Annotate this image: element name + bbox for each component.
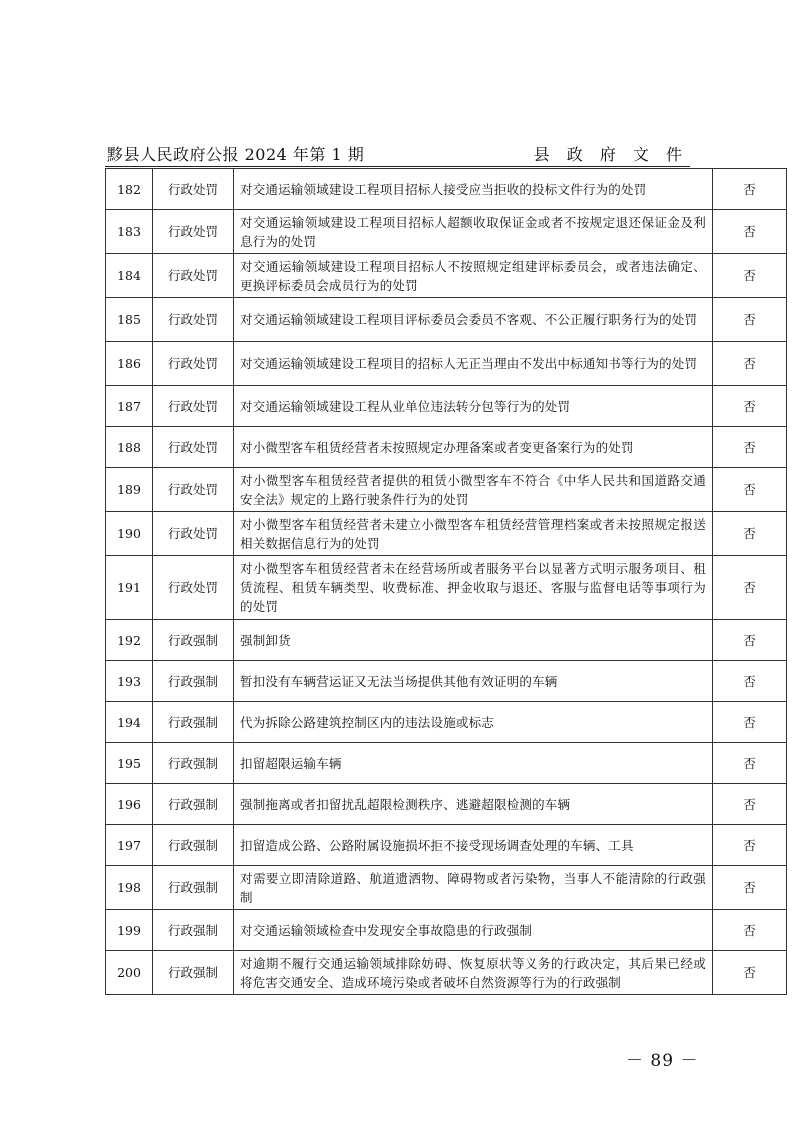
row-number: 199 [106,910,153,951]
row-description: 对小微型客车租赁经营者未在经营场所或者服务平台以显著方式明示服务项目、租赁流程、租赁车辆类型、收费标准、押金收取与退还、客服与监督电话等事项行为的处罚 [234,556,713,620]
row-category: 行政强制 [153,620,234,661]
table-row [106,342,787,386]
row-description: 对交通运输领域建设工程项目招标人超额收取保证金或者不按规定退还保证金及利息行为的处罚 [234,210,713,254]
table-row [106,427,787,468]
page-number: － 89 － [626,1051,699,1071]
row-flag: 否 [713,825,787,866]
row-number: 189 [106,468,153,512]
row-flag: 否 [713,743,787,784]
row-flag: 否 [713,298,787,342]
row-category: 行政强制 [153,951,234,995]
row-category: 行政强制 [153,910,234,951]
row-category: 行政处罚 [153,254,234,298]
row-flag: 否 [713,210,787,254]
row-description: 对交通运输领域建设工程项目招标人不按照规定组建评标委员会，或者违法确定、更换评标委员会成员行为的处罚 [234,254,713,298]
row-number: 194 [106,702,153,743]
table-row [106,556,787,620]
table-row [106,620,787,661]
table-row [106,169,787,210]
row-description: 强制卸货 [234,620,713,661]
row-description: 强制拖离或者扣留扰乱超限检测秩序、逃避超限检测的车辆 [234,784,713,825]
row-number: 198 [106,866,153,910]
row-number: 185 [106,298,153,342]
row-flag: 否 [713,866,787,910]
row-number: 187 [106,386,153,427]
row-flag: 否 [713,620,787,661]
row-category: 行政处罚 [153,210,234,254]
row-flag: 否 [713,556,787,620]
table-row [106,784,787,825]
row-flag: 否 [713,784,787,825]
table-row [106,951,787,995]
row-category: 行政强制 [153,825,234,866]
row-flag: 否 [713,468,787,512]
row-number: 183 [106,210,153,254]
section-title: 县 政 府 文 件 [533,145,688,164]
row-description: 对交通运输领域建设工程从业单位违法转分包等行为的处罚 [234,386,713,427]
publication-title: 黟县人民政府公报 2024 年第 1 期 [107,145,365,164]
table-row [106,512,787,556]
table-row [106,298,787,342]
row-category: 行政强制 [153,702,234,743]
row-flag: 否 [713,951,787,995]
row-number: 200 [106,951,153,995]
row-number: 188 [106,427,153,468]
page-header [105,142,690,167]
row-flag: 否 [713,512,787,556]
row-category: 行政处罚 [153,427,234,468]
row-flag: 否 [713,386,787,427]
row-description: 对小微型客车租赁经营者提供的租赁小微型客车不符合《中华人民共和国道路交通安全法》规定的上路行驶条件行为的处罚 [234,468,713,512]
row-description: 对需要立即清除道路、航道遗洒物、障碍物或者污染物，当事人不能清除的行政强制 [234,866,713,910]
table-row [106,743,787,784]
row-number: 184 [106,254,153,298]
row-flag: 否 [713,661,787,702]
row-number: 196 [106,784,153,825]
row-category: 行政强制 [153,866,234,910]
table-row [106,254,787,298]
row-description: 扣留造成公路、公路附属设施损坏拒不接受现场调查处理的车辆、工具 [234,825,713,866]
row-description: 扣留超限运输车辆 [234,743,713,784]
row-description: 暂扣没有车辆营运证又无法当场提供其他有效证明的车辆 [234,661,713,702]
table-row [106,210,787,254]
table-row [106,386,787,427]
row-description: 对逾期不履行交通运输领域排除妨碍、恢复原状等义务的行政决定，其后果已经或将危害交通安全、造成环境污染或者破坏自然资源等行为的行政强制 [234,951,713,995]
table-row [106,825,787,866]
row-description: 对交通运输领域检查中发现安全事故隐患的行政强制 [234,910,713,951]
row-category: 行政处罚 [153,556,234,620]
row-number: 195 [106,743,153,784]
row-description: 代为拆除公路建筑控制区内的违法设施或标志 [234,702,713,743]
row-category: 行政处罚 [153,342,234,386]
table-row [106,866,787,910]
row-category: 行政强制 [153,661,234,702]
row-number: 193 [106,661,153,702]
row-description: 对交通运输领域建设工程项目评标委员会委员不客观、不公正履行职务行为的处罚 [234,298,713,342]
row-flag: 否 [713,702,787,743]
table-row [106,661,787,702]
row-flag: 否 [713,254,787,298]
row-number: 186 [106,342,153,386]
row-category: 行政处罚 [153,298,234,342]
row-category: 行政处罚 [153,386,234,427]
row-description: 对小微型客车租赁经营者未建立小微型客车租赁经营管理档案或者未按照规定报送相关数据信息行为的处罚 [234,512,713,556]
row-description: 对小微型客车租赁经营者未按照规定办理备案或者变更备案行为的处罚 [234,427,713,468]
table-row [106,468,787,512]
row-flag: 否 [713,427,787,468]
row-flag: 否 [713,342,787,386]
row-description: 对交通运输领域建设工程项目招标人接受应当拒收的投标文件行为的处罚 [234,169,713,210]
row-category: 行政处罚 [153,468,234,512]
row-category: 行政处罚 [153,512,234,556]
row-category: 行政处罚 [153,169,234,210]
items-table [105,168,787,995]
row-category: 行政强制 [153,743,234,784]
row-number: 191 [106,556,153,620]
row-flag: 否 [713,169,787,210]
row-number: 190 [106,512,153,556]
row-flag: 否 [713,910,787,951]
table-row [106,910,787,951]
row-description: 对交通运输领域建设工程项目的招标人无正当理由不发出中标通知书等行为的处罚 [234,342,713,386]
row-category: 行政强制 [153,784,234,825]
row-number: 192 [106,620,153,661]
table-row [106,702,787,743]
row-number: 197 [106,825,153,866]
row-number: 182 [106,169,153,210]
